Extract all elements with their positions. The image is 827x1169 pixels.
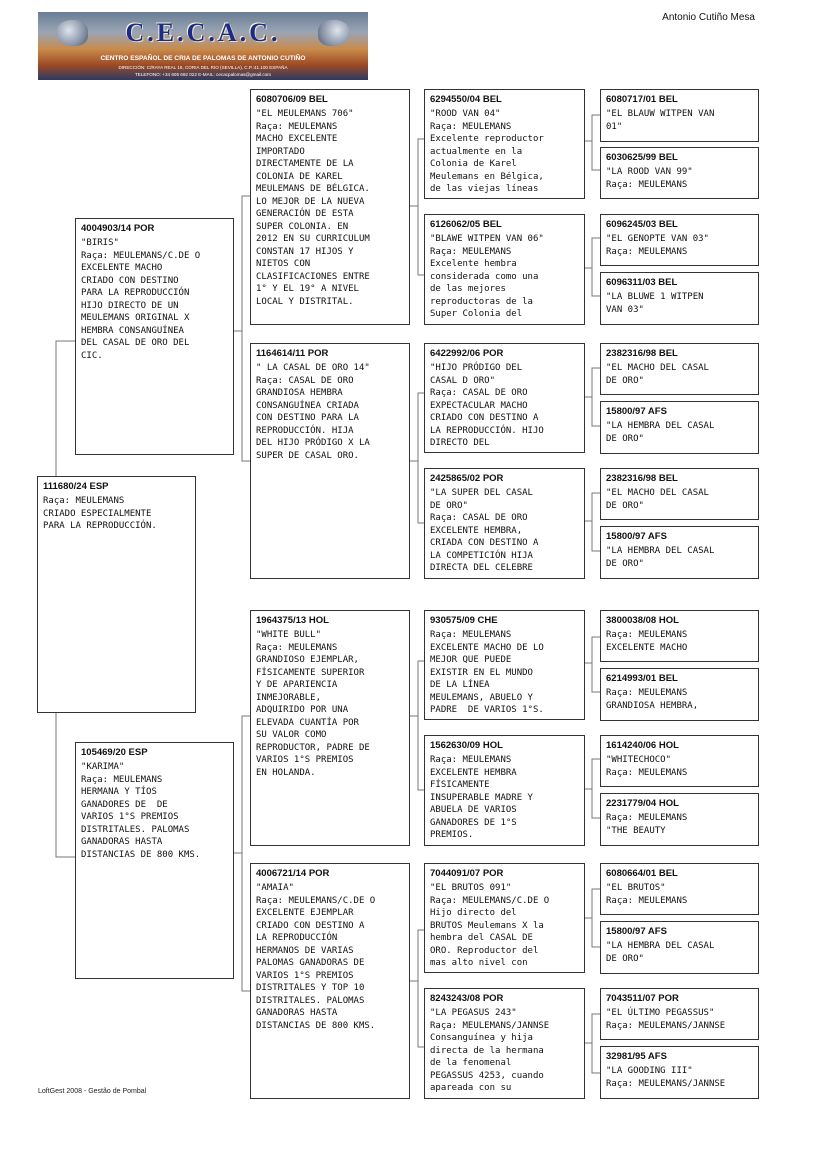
ring-number: 3800038/08 HOL <box>606 615 679 626</box>
ring-number: 111680/24 ESP <box>43 481 109 492</box>
ring-number: 15800/97 AFS <box>606 531 667 542</box>
logo-title: C.E.C.A.C. <box>125 18 281 47</box>
logo-address: DIRECCIÓN: C/RAYA REAL 16, CORIA DEL RIO (SEVILLA), C.P.:41.100 ESPAÑA <box>118 65 288 70</box>
dss-dam-card[interactable] <box>600 668 759 721</box>
bird-description: "WHITECHOCO" Raça: MEULEMANS <box>606 755 688 778</box>
dsd-sire-card[interactable] <box>600 735 759 787</box>
dsd-dam-card[interactable] <box>600 793 759 846</box>
bird-description: Raça: MEULEMANS "THE BEAUTY <box>606 813 688 836</box>
ddd-dam-card[interactable] <box>600 1046 759 1099</box>
dd-sire-card[interactable] <box>424 863 585 973</box>
ring-number: 2382316/98 BEL <box>606 348 678 359</box>
dss-sire-card[interactable] <box>600 610 759 662</box>
bird-description: "LA HEMBRA DEL CASAL DE ORO" <box>606 941 715 964</box>
bird-description: "LA HEMBRA DEL CASAL DE ORO" <box>606 546 715 569</box>
ring-number: 6422992/06 POR <box>430 348 504 359</box>
ring-number: 105469/20 ESP <box>81 747 148 758</box>
ring-number: 6294550/04 BEL <box>430 94 502 105</box>
ring-number: 2425865/02 POR <box>430 473 504 484</box>
bird-description: "ROOD VAN 04" Raça: MEULEMANS Excelente reproductor actualmente en la Colonia de Karel Meulemans en Bélgica, de las viejas líneas <box>430 109 544 194</box>
sire-card[interactable] <box>75 218 234 455</box>
bird-description: Raça: MEULEMANS EXCELENTE MACHO <box>606 630 688 653</box>
sds-sire-card[interactable] <box>600 343 759 395</box>
bird-description: "LA GOODING III" Raça: MEULEMANS/JANNSE <box>606 1066 726 1089</box>
ring-number: 2231779/04 HOL <box>606 798 679 809</box>
ring-number: 6080706/09 BEL <box>256 94 328 105</box>
ring-number: 6126062/05 BEL <box>430 219 502 230</box>
bird-description: "EL MACHO DEL CASAL DE ORO" <box>606 363 709 386</box>
bird-description: "EL ÚLTIMO PEGASSUS" Raça: MEULEMANS/JANNSE <box>606 1008 726 1031</box>
bird-description: "EL MEULEMANS 706" Raça: MEULEMANS MACHO EXCELENTE IMPORTADO DIRECTAMENTE DE LA COLONIA DE KAREL MEULEMANS DE BÉLGICA. LO MEJOR DE LA NUEVA GENERACIÓN DE ESTA SUPER COLONIA. EN 2012 EN SU CURRICULUM CONSTAN 17 HIJOS Y NIETOS CON CLASIFICACIONES ENTRE 1° Y EL 19° A NIVEL LOCAL Y DISTRITAL. <box>256 109 370 307</box>
sss-dam-card[interactable] <box>600 147 759 199</box>
logo-subtitle: CENTRO ESPAÑOL DE CRIA DE PALOMAS DE ANTONIO CUTIÑO <box>100 55 306 62</box>
cecac-logo <box>38 12 368 80</box>
footer-credit: LoftGest 2008 - Gestão de Pombal <box>38 1088 147 1095</box>
owner-name: Antonio Cutiño Mesa <box>662 12 755 23</box>
dam-card[interactable] <box>75 742 234 979</box>
sdd-sire-card[interactable] <box>600 468 759 520</box>
bird-description: "BIRIS" Raça: MEULEMANS/C.DE O EXCELENTE MACHO CRIADO CON DESTINO PARA LA REPRODUCCIÓN HIJO DIRECTO DE UN MEULEMANS ORIGINAL X HEMBRA CONSANGUÍNEA DEL CASAL DE ORO DEL CIC. <box>81 238 201 361</box>
bird-description: "EL GENOPTE VAN 03" Raça: MEULEMANS <box>606 234 709 257</box>
ring-number: 4006721/14 POR <box>256 868 330 879</box>
ring-number: 2382316/98 BEL <box>606 473 678 484</box>
ring-number: 1614240/06 HOL <box>606 740 679 751</box>
ring-number: 6080664/01 BEL <box>606 868 678 879</box>
ds-dam-card[interactable] <box>424 735 585 846</box>
bird-description: " LA CASAL DE ORO 14" Raça: CASAL DE ORO GRANDIOSA HEMBRA CONSANGUÍNEA CRIADA CON DESTINO PARA LA REPRODUCCIÓN. HIJA DEL HIJO PRÓDIGO X LA SUPER DE CASAL ORO. <box>256 363 370 461</box>
ssd-dam-card[interactable] <box>600 272 759 325</box>
ring-number: 15800/97 AFS <box>606 406 667 417</box>
bird-description: Raça: MEULEMANS EXCELENTE HEMBRA FÍSICAMENTE INSUPERABLE MADRE Y ABUELA DE VARIOS GANADORES DE 1°S PREMIOS. <box>430 755 533 840</box>
ring-number: 6096311/03 BEL <box>606 277 678 288</box>
bird-description: "AMAIA" Raça: MEULEMANS/C.DE O EXCELENTE EJEMPLAR CRIADO CON DESTINO A LA REPRODUCCIÓN HERMANOS DE VARIAS PALOMAS GANADORAS DE VARIOS 1°S PREMIOS DISTRITALES Y TOP 10 DISTRITALES. PALOMAS GANADORAS HASTA DISTANCIAS DE 800 KMS. <box>256 883 376 1031</box>
dds-sire-card[interactable] <box>600 863 759 915</box>
bird-description: "KARIMA" Raça: MEULEMANS HERMANA Y TÍOS GANADORES DE DE VARIOS 1°S PREMIOS DISTRITALES. PALOMAS GANADORAS HASTA DISTANCIAS DE 800 KMS. <box>81 762 201 860</box>
bird-description: Raça: MEULEMANS CRIADO ESPECIALMENTE PARA LA REPRODUCCIÓN. <box>43 496 157 531</box>
ring-number: 1562630/09 HOL <box>430 740 503 751</box>
sd-sire-card[interactable] <box>424 343 585 453</box>
bird-description: "LA SUPER DEL CASAL DE ORO" Raça: CASAL DE ORO EXCELENTE HEMBRA, CRIADA CON DESTINO A LA COMPETICIÓN HIJA DIRECTA DEL CELEBRE <box>430 488 539 573</box>
sss-sire-card[interactable] <box>600 89 759 142</box>
ring-number: 6080717/01 BEL <box>606 94 678 105</box>
dds-dam-card[interactable] <box>600 921 759 974</box>
bird-description: "EL BRUTOS 091" Raça: MEULEMANS/C.DE O Hijo directo del BRUTOS Meulemans X la hembra del CASAL DE ORO. Reproductor del mas alto nivel con <box>430 883 550 968</box>
sire-sire-card[interactable] <box>250 89 410 325</box>
ring-number: 7044091/07 POR <box>430 868 504 879</box>
bird-description: "LA ROOD VAN 99" Raça: MEULEMANS <box>606 167 693 190</box>
sds-dam-card[interactable] <box>600 401 759 454</box>
ring-number: 930575/09 CHE <box>430 615 498 626</box>
subject-card[interactable] <box>37 476 196 713</box>
ss-dam-card[interactable] <box>424 214 585 325</box>
sdd-dam-card[interactable] <box>600 526 759 579</box>
bird-description: "EL MACHO DEL CASAL DE ORO" <box>606 488 709 511</box>
ring-number: 32981/95 AFS <box>606 1051 667 1062</box>
bird-description: "WHITE BULL" Raça: MEULEMANS GRANDIOSO EJEMPLAR, FÍSICAMENTE SUPERIOR Y DE APARIENCIA INMEJORABLE, ADQUIRIDO POR UNA ELEVADA CUANTÍA POR SU VALOR COMO REPRODUCTOR, PADRE DE VARIOS 1°S PREMIOS EN HOLANDA. <box>256 630 370 778</box>
ring-number: 1164614/11 POR <box>256 348 329 359</box>
bird-description: Raça: MEULEMANS EXCELENTE MACHO DE LO MEJOR QUE PUEDE EXISTIR EN EL MUNDO DE LA LÍNEA MEULEMANS, ABUELO Y PADRE DE VARIOS 1°S. <box>430 630 544 715</box>
ddd-sire-card[interactable] <box>600 988 759 1040</box>
dd-dam-card[interactable] <box>424 988 585 1099</box>
bird-description: "EL BRUTOS" Raça: MEULEMANS <box>606 883 688 906</box>
bird-description: "HIJO PRÓDIGO DEL CASAL D ORO" Raça: CASAL DE ORO EXPECTACULAR MACHO CRIADO CON DESTINO A LA REPRODUCCIÓN. HIJO DIRECTO DEL <box>430 363 544 448</box>
ssd-sire-card[interactable] <box>600 214 759 266</box>
bird-description: "BLAWE WITPEN VAN 06" Raça: MEULEMANS Excelente hembra considerada como una de las mejores reproductoras de la Super Colonia del <box>430 234 544 319</box>
ring-number: 6030625/99 BEL <box>606 152 678 163</box>
bird-description: Raça: MEULEMANS GRANDIOSA HEMBRA, <box>606 688 699 711</box>
bird-description: "LA BLUWE 1 WITPEN VAN 03" <box>606 292 704 315</box>
dam-sire-card[interactable] <box>250 610 410 846</box>
bird-description: "LA PEGASUS 243" Raça: MEULEMANS/JANNSE Consanguínea y hija directa de la hermana de la fenomenal PEGASSUS 4253, cuando apareada con su <box>430 1008 550 1093</box>
ring-number: 4004903/14 POR <box>81 223 155 234</box>
sd-dam-card[interactable] <box>424 468 585 579</box>
ds-sire-card[interactable] <box>424 610 585 720</box>
dam-dam-card[interactable] <box>250 863 410 1099</box>
ring-number: 7043511/07 POR <box>606 993 679 1004</box>
ring-number: 6214993/01 BEL <box>606 673 678 684</box>
ring-number: 6096245/03 BEL <box>606 219 678 230</box>
ring-number: 8243243/08 POR <box>430 993 504 1004</box>
bird-description: "EL BLAUW WITPEN VAN 01" <box>606 109 715 132</box>
ring-number: 1964375/13 HOL <box>256 615 329 626</box>
sire-dam-card[interactable] <box>250 343 410 579</box>
ss-sire-card[interactable] <box>424 89 585 199</box>
ring-number: 15800/97 AFS <box>606 926 667 937</box>
logo-contact: TELEFONO: +34 605 692 022 E-MAIL: cecacpalomas@gmail.com <box>134 72 272 77</box>
bird-description: "LA HEMBRA DEL CASAL DE ORO" <box>606 421 715 444</box>
